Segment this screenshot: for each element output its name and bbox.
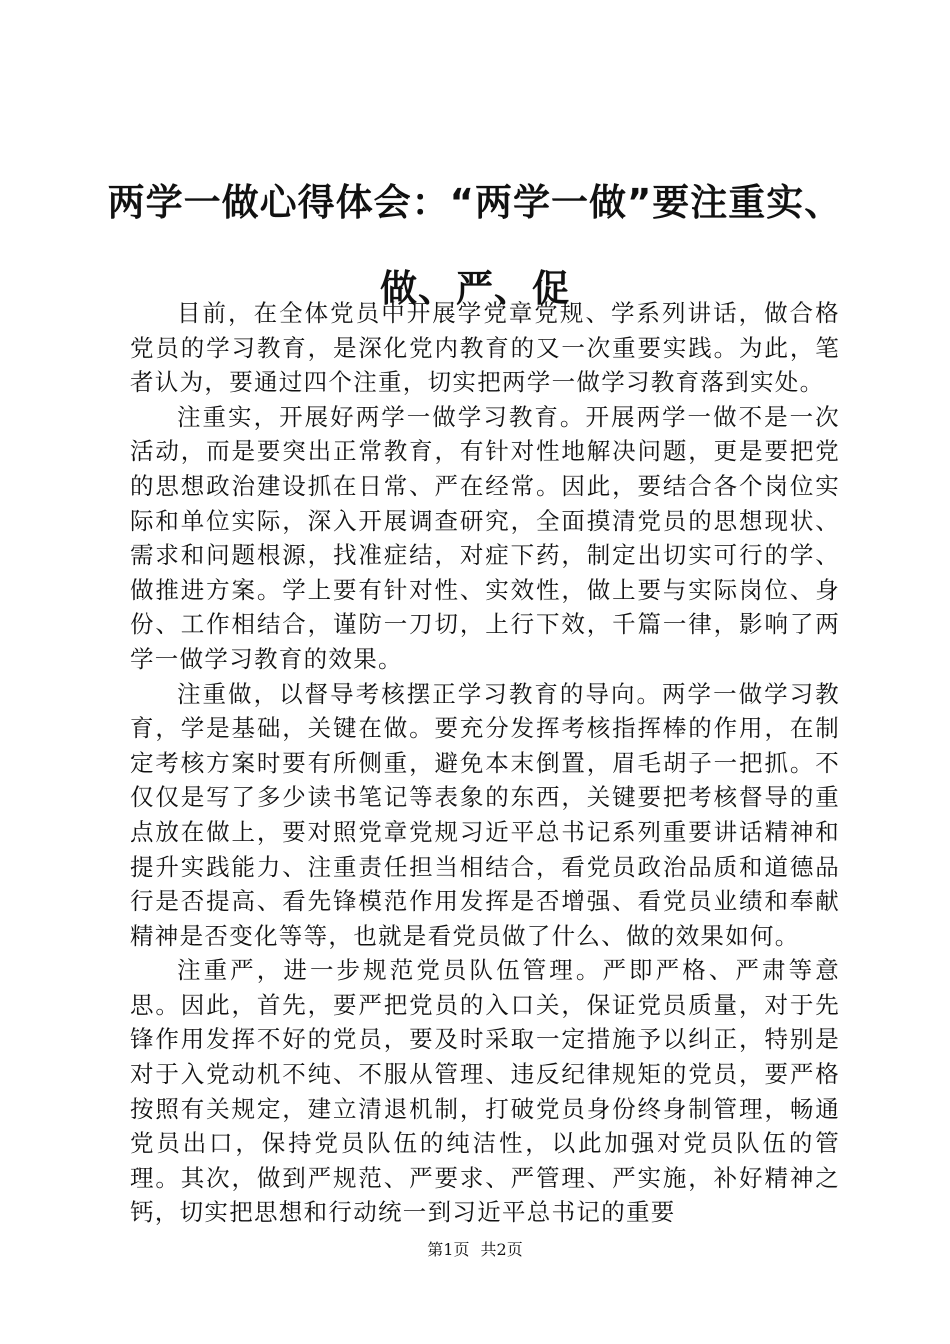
page-number-current: 第1页 (427, 1240, 470, 1259)
title-line-1: 两学一做心得体会：“两学一做”要注重实、 (107, 181, 843, 224)
paragraph-shi: 注重实，开展好两学一做学习教育。开展两学一做不是一次活动，而是要突出正常教育，有针对性地解决问题，更是要把党的思想政治建设抓在日常、严在经常。因此，要结合各个岗位实际和单位实际，深入开展调查研究，全面摸清党员的思想现状、需求和问题根源，找准症结，对症下药，制定出切实可行的学、做推进方案。学上要有针对性、实效性，做上要与实际岗位、身份、工作相结合，谨防一刀切，上行下效，千篇一律，影响了两学一做学习教育的效果。 (130, 402, 840, 673)
document-body (130, 296, 840, 1230)
paragraph-intro: 目前，在全体党员中开展学党章党规、学系列讲话，做合格党员的学习教育，是深化党内教育的又一次重要实践。为此，笔者认为，要通过四个注重，切实把两学一做学习教育落到实处。 (130, 299, 840, 397)
paragraph-yan: 注重严，进一步规范党员队伍管理。严即严格、严肃等意思。因此，首先，要严把党员的入口关，保证党员质量，对于先锋作用发挥不好的党员，要及时采取一定措施予以纠正，特别是对于入党动机不纯、不服从管理、违反纪律规矩的党员，要严格按照有关规定，建立清退机制，打破党员身份终身制管理，畅通党员出口，保持党员队伍的纯洁性，以此加强对党员队伍的管理。其次，做到严规范、严要求、严管理、严实施，补好精神之钙，切实把思想和行动统一到习近平总书记的重要 (130, 956, 840, 1227)
page-number-total: 共2页 (480, 1240, 523, 1259)
paragraph-zuo: 注重做，以督导考核摆正学习教育的导向。两学一做学习教育，学是基础，关键在做。要充分发挥考核指挥棒的作用，在制定考核方案时要有所侧重，避免本末倒置，眉毛胡子一把抓。不仅仅是写了多少读书笔记等表象的东西，关键要把考核督导的重点放在做上，要对照党章党规习近平总书记系列重要讲话精神和提升实践能力、注重责任担当相结合，看党员政治品质和道德品行是否提高、看先锋模范作用发挥是否增强、看党员业绩和奉献精神是否变化等等，也就是看党员做了什么、做的效果如何。 (130, 679, 840, 950)
title-line-2: 做、严、促 (380, 267, 570, 310)
page-footer (0, 1238, 950, 1262)
